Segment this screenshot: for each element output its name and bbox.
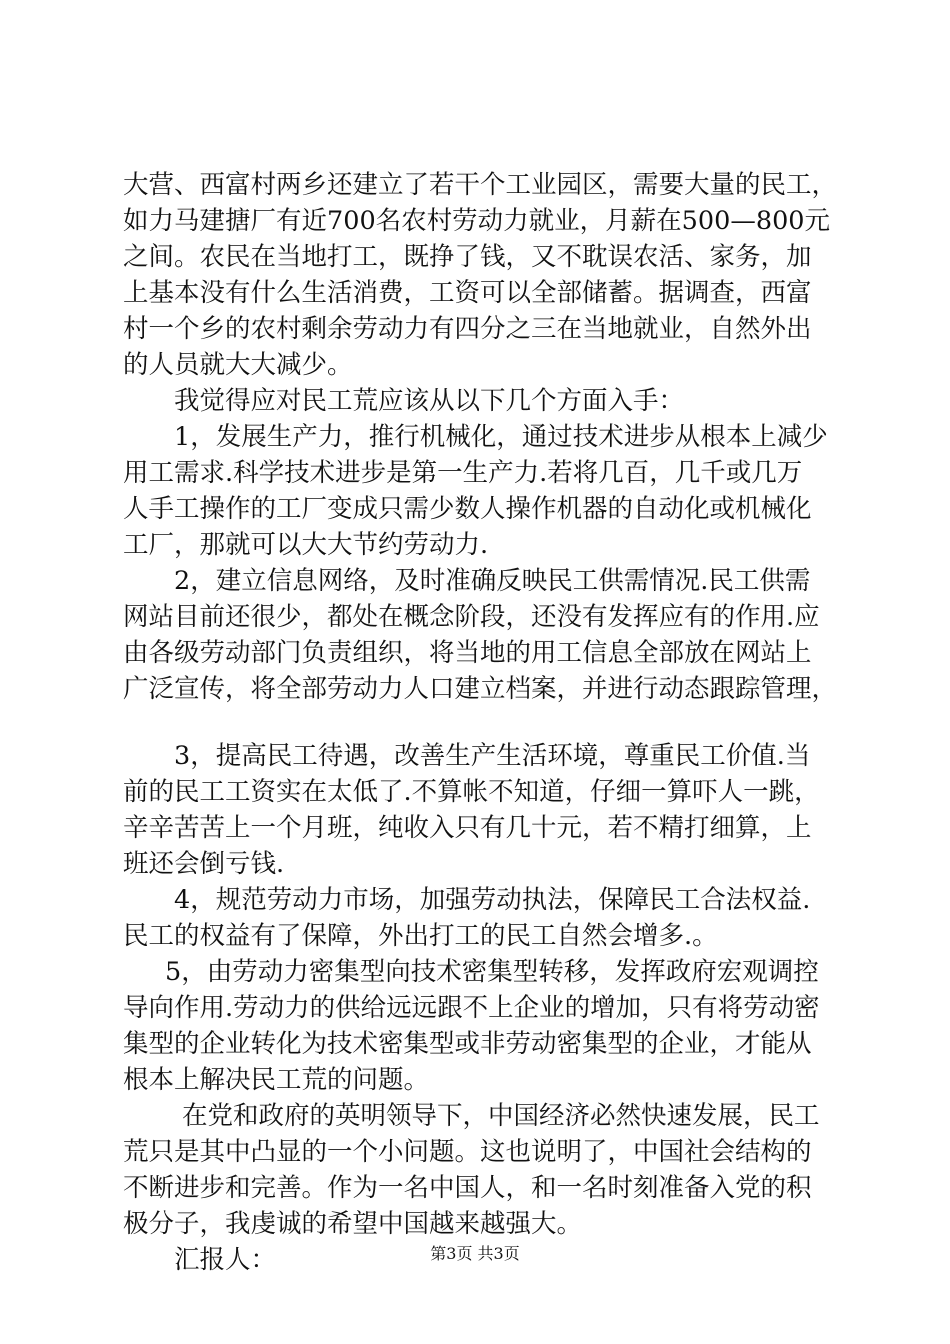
text-line: 我觉得应对民工荒应该从以下几个方面入手：: [174, 386, 685, 416]
text-line: 如力马建搪厂有近700名农村劳动力就业，月薪在500—800元: [123, 206, 831, 236]
page-number-footer: 第3页 共3页: [430, 1244, 520, 1263]
text-line: 不断进步和完善。作为一名中国人，和一名时刻准备入党的积: [123, 1173, 812, 1203]
text-line: 之间。农民在当地打工，既挣了钱，又不耽误农活、家务，加: [123, 242, 812, 272]
text-line: 1，发展生产力，推行机械化，通过技术进步从根本上减少: [174, 422, 828, 452]
text-line: 辛辛苦苦上一个月班，纯收入只有几十元，若不精打细算，上: [123, 813, 812, 843]
text-line: 4，规范劳动力市场，加强劳动执法，保障民工合法权益.: [174, 885, 811, 915]
text-line: 由各级劳动部门负责组织，将当地的用工信息全部放在网站上: [123, 638, 812, 668]
text-line: 3，提高民工待遇，改善生产生活环境，尊重民工价值.当: [174, 741, 811, 771]
text-line: 2，建立信息网络，及时准确反映民工供需情况.民工供需: [174, 566, 811, 596]
text-line: 荒只是其中凸显的一个小问题。这也说明了，中国社会结构的: [123, 1137, 812, 1167]
text-line: 在党和政府的英明领导下，中国经济必然快速发展，民工: [182, 1101, 820, 1131]
text-line: 班还会倒亏钱.: [123, 849, 285, 879]
text-line: 5，由劳动力密集型向技术密集型转移，发挥政府宏观调控: [165, 957, 819, 987]
text-line: 集型的企业转化为技术密集型或非劳动密集型的企业，才能从: [123, 1029, 812, 1059]
text-line: 根本上解决民工荒的问题。: [123, 1065, 430, 1095]
text-line: 导向作用.劳动力的供给远远跟不上企业的增加，只有将劳动密: [123, 993, 820, 1023]
text-line: 广泛宣传，将全部劳动力人口建立档案，并进行动态跟踪管理，: [123, 674, 838, 704]
text-line: 村一个乡的农村剩余劳动力有四分之三在当地就业，自然外出: [123, 314, 812, 344]
text-line: 人手工操作的工厂变成只需少数人操作机器的自动化或机械化: [123, 494, 812, 524]
text-line: 用工需求.科学技术进步是第一生产力.若将几百，几千或几万: [123, 458, 803, 488]
text-line: 上基本没有什么生活消费，工资可以全部储蓄。据调查，西富: [123, 278, 812, 308]
text-line: 工厂，那就可以大大节约劳动力.: [123, 530, 489, 560]
text-line: 的人员就大大减少。: [123, 350, 353, 380]
text-line: 汇报人：: [174, 1245, 277, 1275]
text-line: 网站目前还很少，都处在概念阶段，还没有发挥应有的作用.应: [123, 602, 820, 632]
text-line: 民工的权益有了保障，外出打工的民工自然会增多.。: [123, 921, 718, 951]
text-line: 极分子，我虔诚的希望中国越来越强大。: [123, 1209, 583, 1239]
text-line: 大营、西富村两乡还建立了若干个工业园区，需要大量的民工，: [123, 170, 838, 200]
text-line: 前的民工工资实在太低了.不算帐不知道，仔细一算吓人一跳，: [123, 777, 820, 807]
